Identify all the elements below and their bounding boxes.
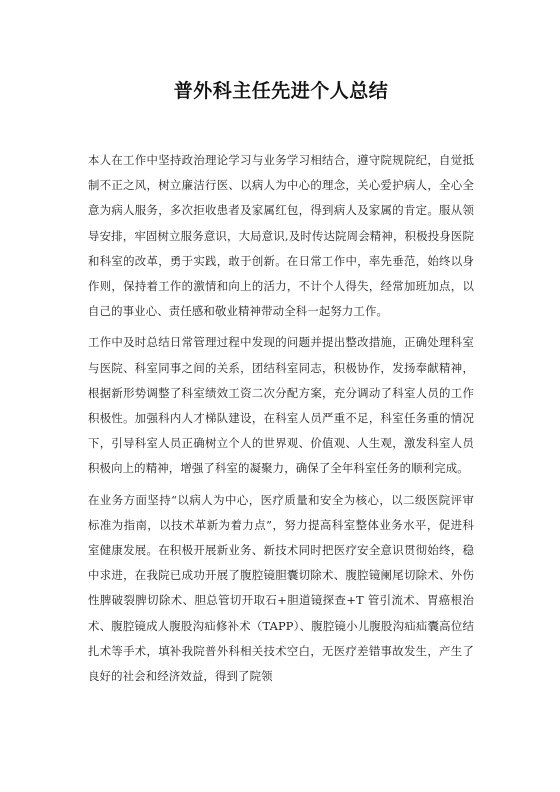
paragraph-2: 工作中及时总结日常管理过程中发现的问题并提出整改措施，正确处理科室与医院、科室同事之间的关系，团结科室同志，积极协作，发扬奉献精神，根据新形势调整了科室绩效工资二次分配方案，充分调动了科室人员的工作积极性。加强科内人才梯队建设，在科室人员严重不足，科室任务重的情况下，引导科室人员正确树立个人的世界观、价值观、人生观，激发科室人员积极向上的精神，增强了科室的凝聚力，确保了全年科室任务的顺利完成。 — [88, 335, 474, 476]
paragraph-3: 在业务方面坚持“以病人为中心，医疗质量和安全为核心，以二级医院评审标准为指南，以技术革新为着力点”，努力提高科室整体业务水平，促进科室健康发展。在积极开展新业务、新技术同时把医疗安全意识贯彻始终，稳中求进，在我院已成功开展了腹腔镜胆囊切除术、腹腔镜阑尾切除术、外伤性脾破裂脾切除术、胆总管切开取石+胆道镜探查+T 管引流术、胃癌根治术、腹腔镜成人腹股沟疝修补术（TAPP）、腹腔镜小儿腹股沟疝疝囊高位结扎术等手术，填补我院普外科相关技术空白，无医疗差错事故发生，产生了良好的社会和经济效益，得到了院领 — [88, 492, 474, 684]
document-title: 普外科主任先进个人总结 — [173, 80, 389, 102]
document-body — [88, 148, 474, 689]
paragraph-1: 本人在工作中坚持政治理论学习与业务学习相结合，遵守院规院纪，自觉抵制不正之风，树立廉洁行医、以病人为中心的理念，关心爱护病人，全心全意为病人服务，多次拒收患者及家属红包，得到病人及家属的肯定。服从领导安排，牢固树立服务意识，大局意识,及时传达院周会精神，积极投身医院和科室的改革，勇于实践，敢于创新。在日常工作中，率先垂范，始终以身作则，保持着工作的激情和向上的活力，不计个人得失，经常加班加点，以自己的事业心、责任感和敬业精神带动全科一起努力工作。 — [88, 153, 474, 319]
